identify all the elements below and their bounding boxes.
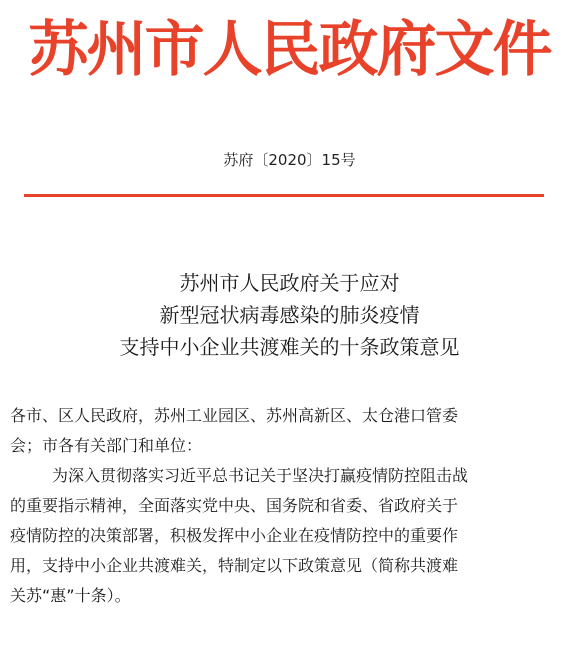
document-title: [0, 267, 579, 363]
body-paragraph-line: 用，支持中小企业共渡难关，特制定以下政策意见（简称共渡难: [10, 556, 459, 575]
body-paragraph-line: 的重要指示精神，全面落实党中央、国务院和省委、省政府关于: [10, 496, 459, 515]
masthead-title: 苏州市人民政府文件: [28, 15, 551, 85]
addressee-line: 各市、区人民政府，苏州工业园区、苏州高新区、太仓港口管委: [10, 406, 459, 425]
body-paragraph-line: 疫情防控的决策部署，积极发挥中小企业在疫情防控中的重要作: [10, 526, 459, 545]
addressee-line: 会；市各有关部门和单位：: [10, 436, 203, 455]
body-paragraph-line: 关苏“惠”十条）。: [10, 586, 131, 605]
red-divider: [24, 194, 544, 197]
title-line: 苏州市人民政府关于应对: [179, 271, 400, 295]
document-body: [10, 401, 566, 611]
document-number: 苏府〔2020〕15号: [223, 151, 356, 169]
title-line: 新型冠状病毒感染的肺炎疫情: [159, 303, 420, 327]
body-paragraph-line: 为深入贯彻落实习近平总书记关于坚决打赢疫情防控阻击战: [52, 466, 469, 485]
title-line: 支持中小企业共渡难关的十条政策意见: [119, 335, 460, 359]
